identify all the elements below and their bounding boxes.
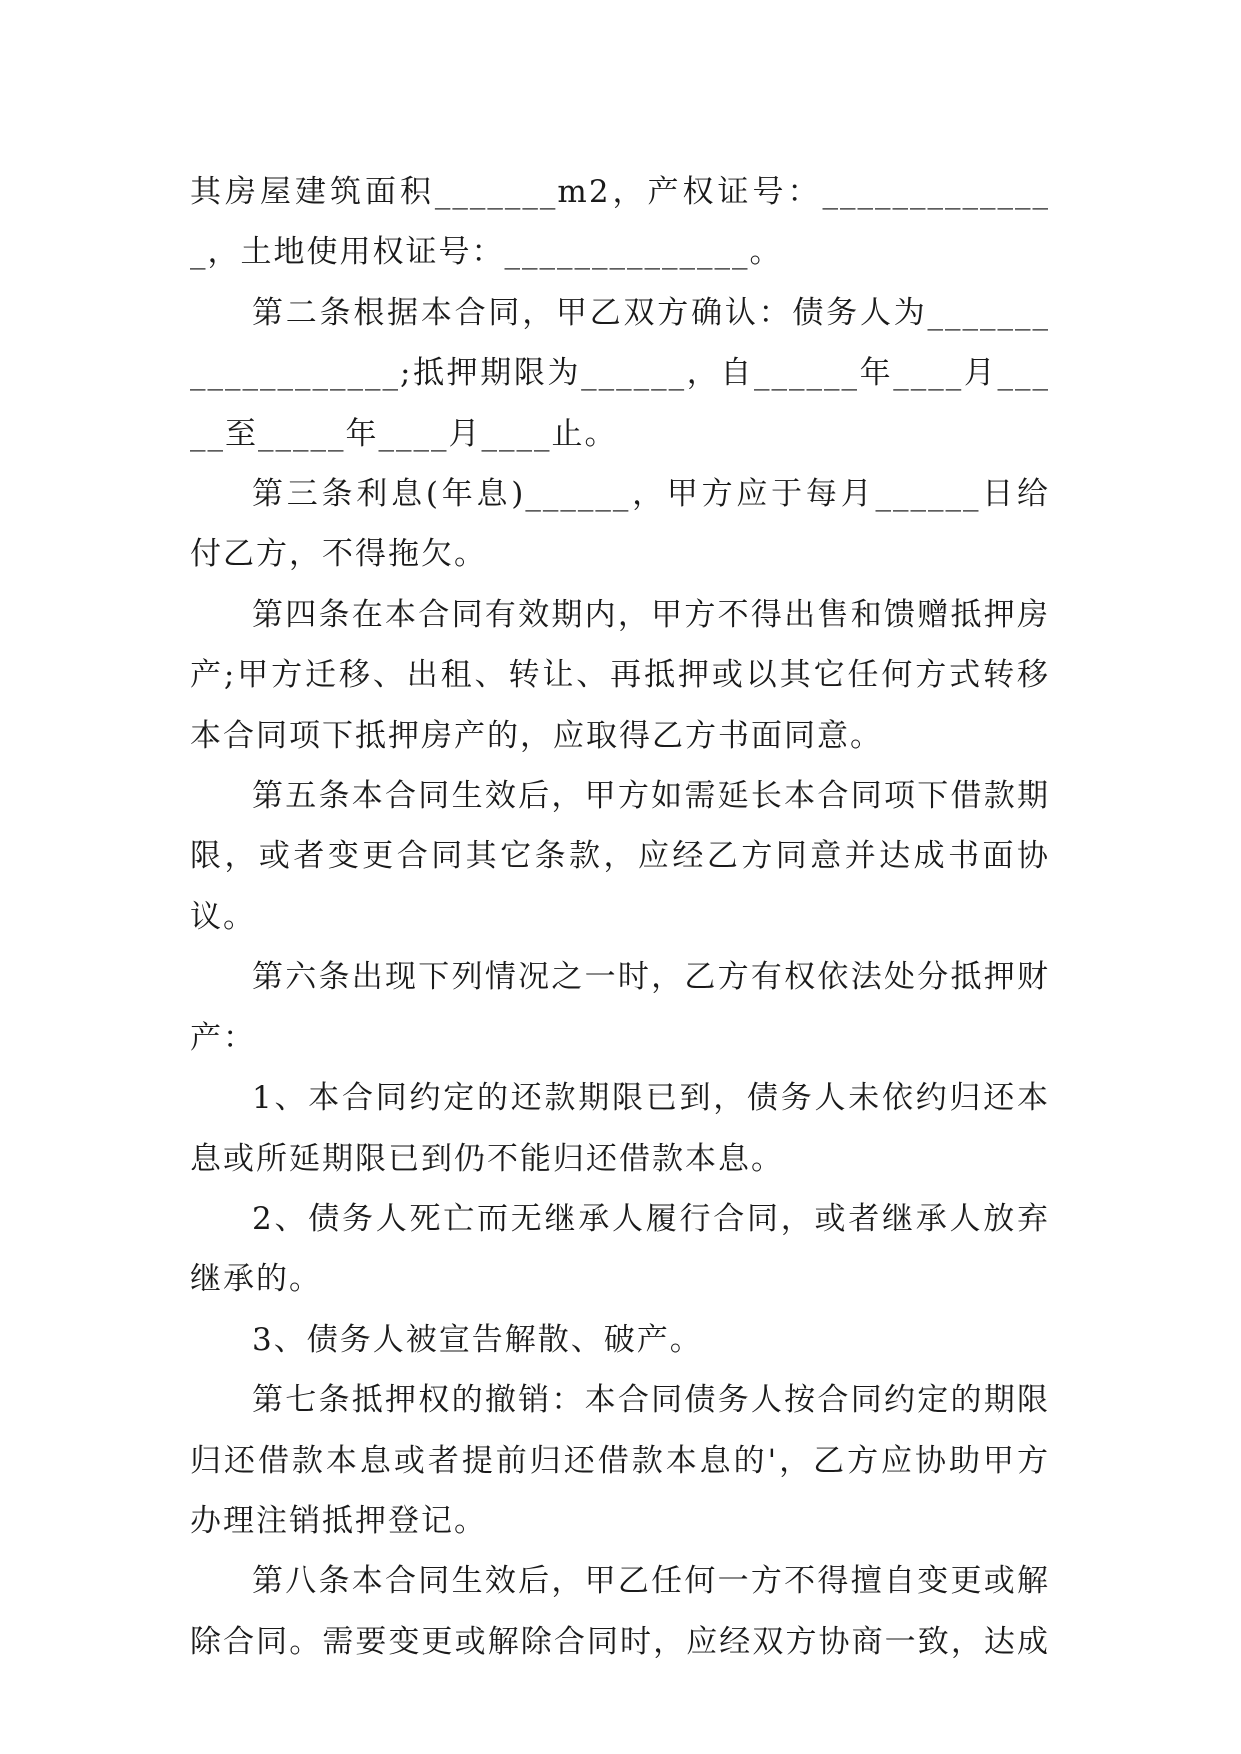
paragraph-article-8: 第八条本合同生效后，甲乙任何一方不得擅自变更或解除合同。需要变更或解除合同时，应经双方协商一致，达成 [190,1563,1050,1660]
contract-body [190,162,1050,1672]
paragraph-article-3: 第三条利息(年息)______，甲方应于每月______日给付乙方，不得拖欠。 [190,476,1050,573]
paragraph-article-7: 第七条抵押权的撤销：本合同债务人按合同约定的期限归还借款本息或者提前归还借款本息的'，乙方应协助甲方办理注销抵押登记。 [190,1382,1050,1539]
paragraph-property-info: 其房屋建筑面积_______m2，产权证号：______________，土地使用权证号：______________。 [190,174,1050,271]
paragraph-article-2: 第二条根据本合同，甲乙双方确认：债务人为___________________;抵押期限为______，自______年____月_____至_____年____月____止。 [190,294,1050,452]
paragraph-article-6: 第六条出现下列情况之一时，乙方有权依法处分抵押财产： [190,959,1050,1056]
paragraph-article-4: 第四条在本合同有效期内，甲方不得出售和馈赠抵押房产;甲方迁移、出租、转让、再抵押或以其它任何方式转移本合同项下抵押房产的，应取得乙方书面同意。 [190,596,1050,754]
paragraph-clause-1: 1、本合同约定的还款期限已到，债务人未依约归还本息或所延期限已到仍不能归还借款本息。 [190,1080,1050,1177]
paragraph-clause-2: 2、债务人死亡而无继承人履行合同，或者继承人放弃继承的。 [190,1200,1050,1298]
paragraph-article-5: 第五条本合同生效后，甲方如需延长本合同项下借款期限，或者变更合同其它条款，应经乙方同意并达成书面协议。 [190,778,1050,935]
paragraph-clause-3: 3、债务人被宣告解散、破产。 [252,1321,703,1358]
